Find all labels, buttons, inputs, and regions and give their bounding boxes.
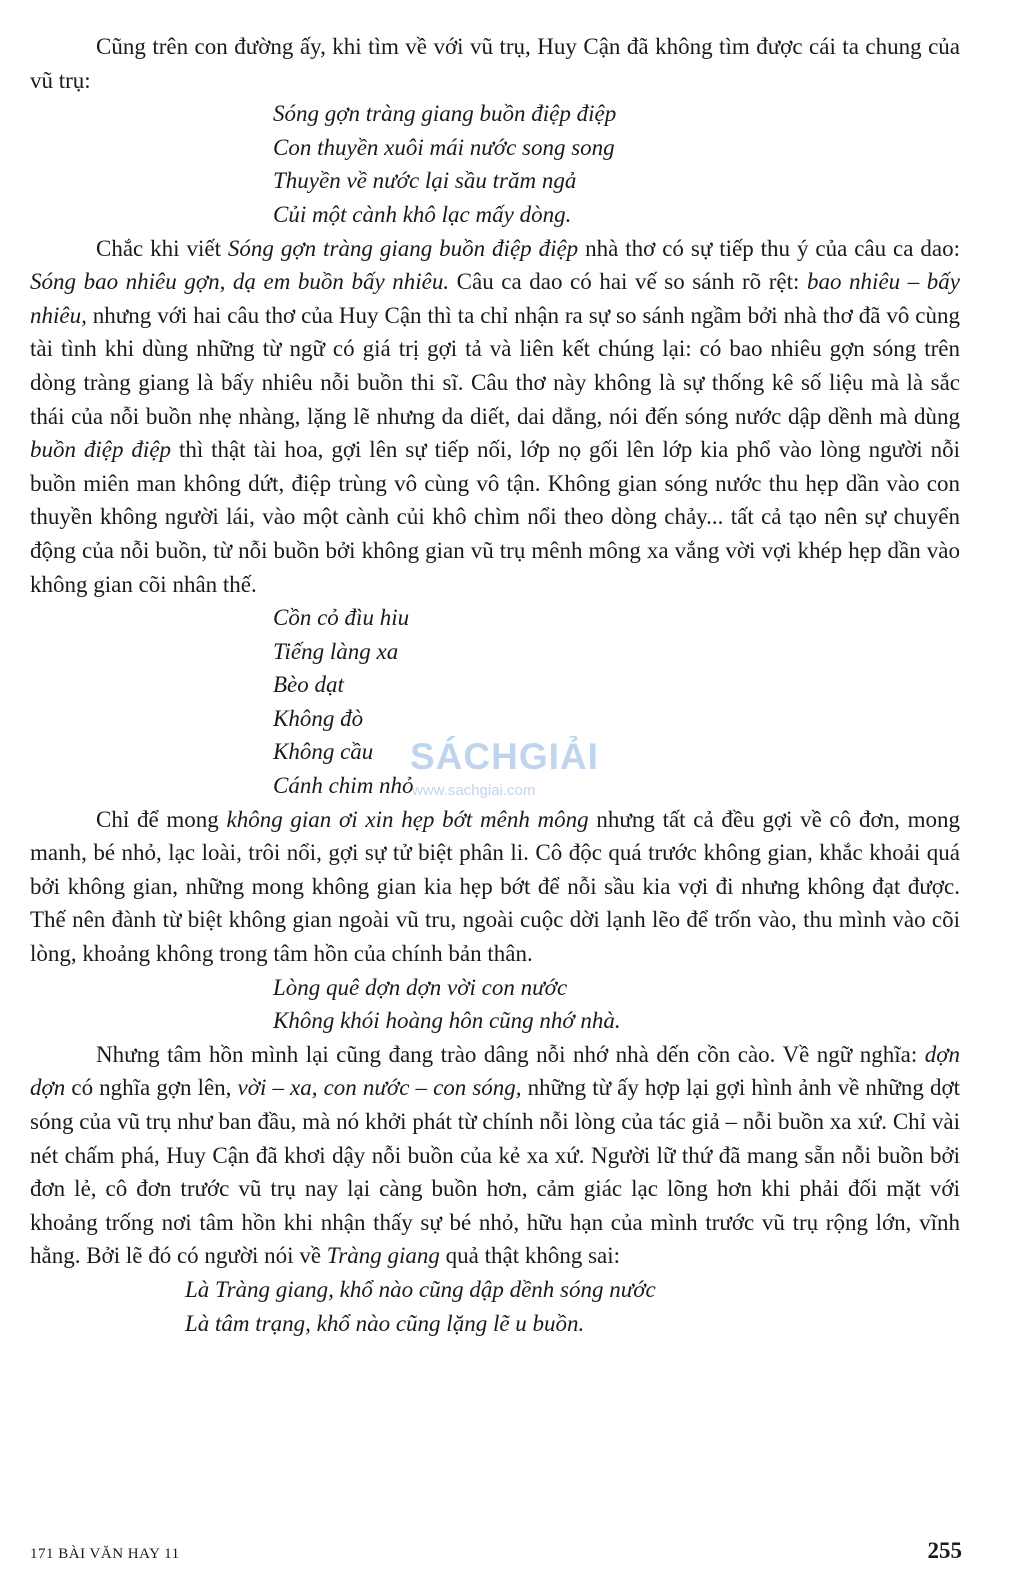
verse-block-4: [30, 1273, 960, 1340]
verse-block-3: [30, 971, 960, 1038]
paragraph-4: [30, 1038, 960, 1273]
paragraph-2: [30, 232, 960, 602]
verse-line: Lòng quê dợn dợn vời con nước: [273, 974, 568, 1000]
verse-line: Tiếng làng xa: [273, 638, 399, 664]
paragraph-1: Cũng trên con đường ấy, khi tìm về với vũ trụ, Huy Cận đã không tìm được cái ta chung của vũ trụ:: [30, 34, 960, 93]
text-run: Nhưng tâm hồn mình lại cũng đang trào dâng nỗi nhớ nhà dến cồn cào. Về ngữ nghĩa:: [96, 1041, 925, 1067]
italic-run: Sóng bao nhiêu gợn, dạ em buồn bấy nhiêu.: [30, 269, 450, 295]
italic-run: dợn dợn: [30, 1041, 960, 1101]
text-run: quả thật không sai:: [439, 1243, 621, 1269]
page-content: [30, 30, 960, 1340]
verse-line: Là tâm trạng, khổ nào cũng lặng lẽ u buồn.: [185, 1310, 585, 1336]
verse-line: Sóng gợn tràng giang buồn điệp điệp: [273, 101, 617, 127]
text-run: Câu ca dao có hai vế so sánh rõ rệt:: [449, 269, 807, 295]
italic-run: Sóng gợn tràng giang buồn điệp điệp: [227, 235, 579, 261]
italic-run: bao nhiêu – bấy nhiêu,: [30, 269, 961, 328]
text-run: những từ ấy hợp lại gợi hình ảnh về những dợt sóng của vũ trụ như ban đầu, mà nó khởi phát từ chính nỗi lòng của tác giả – nỗi buồn xa xứ. Chỉ vài nét chấm phá, Huy Cận đã khơi dậy nỗi buồn của kẻ xa xứ. Người lữ thứ đã mang sẵn nỗi buồn bởi đơn lẻ, cô đơn trước vũ trụ nay lại càng buồn hơn, cảm giác lạc lõng hơn khi phải đối mặt với khoảng trống nơi tâm hồn khi nhận thấy sự bé nhỏ, hữu hạn của mình trước vũ trụ rộng lớn, vĩnh hằng. Bởi lẽ đó có người nói về: [30, 1075, 961, 1269]
text-run: thì thật tài hoa, gợi lên sự tiếp nối, lớp nọ gối lên lớp kia phổ vào lòng người nỗi buồn miên man không dứt, điệp trùng vô cùng vô tận. Không gian sóng nước thu hẹp dần vào con thuyền không người lái, vào một cành củi khô chìm nổi theo dòng chảy... tất cả tạo nên sự chuyển động của nỗi buồn, từ nỗi buồn bởi không gian vũ trụ mênh mông xa vắng vời vợi khép hẹp dần vào không gian cõi nhân thế.: [30, 437, 960, 597]
verse-line: Thuyền về nước lại sầu trăm ngả: [273, 168, 577, 194]
text-run: có nghĩa gợn lên,: [65, 1075, 238, 1101]
verse-line: Không cầu: [273, 739, 374, 765]
verse-line: Bèo dạt: [273, 672, 344, 698]
verse-line: Cánh chim nhỏ: [273, 773, 414, 799]
verse-line: Con thuyền xuôi mái nước song song: [273, 134, 615, 160]
watermark-url: www.sachgiai.com: [412, 782, 536, 799]
verse-block-2: [30, 601, 960, 803]
italic-run: buồn điệp điệp: [30, 437, 172, 463]
verse-line: Là Tràng giang, khổ nào cũng dập dềnh sóng nước: [185, 1276, 656, 1302]
text-run: nhưng với hai câu thơ của Huy Cận thì ta chỉ nhận ra sự so sánh ngầm bởi nhà thơ đã vô cùng tài tình khi dùng những từ ngữ có giá trị gợi tả và liên kết chúng lại: có bao nhiêu gợn sóng trên dòng tràng giang là bấy nhiêu nỗi buồn thi sĩ. Câu thơ này không là sự thống kê số liệu mà là sắc thái của nỗi buồn nhẹ nhàng, lặng lẽ nhưng da diết, dai dẳng, nói đến sóng nước dập dềnh mà dùng: [30, 302, 960, 429]
watermark-logo: SÁCHGIẢI: [410, 736, 599, 777]
book-title: 171 BÀI VĂN HAY 11: [30, 1546, 180, 1562]
text-run: nhà thơ có sự tiếp thu ý của câu ca dao:: [578, 235, 960, 261]
text-run: Chỉ để mong: [96, 806, 227, 832]
verse-line: Không khói hoàng hôn cũng nhớ nhà.: [273, 1008, 621, 1034]
verse-block-1: [30, 97, 960, 231]
verse-line: Củi một cành khô lạc mấy dòng.: [273, 201, 572, 227]
italic-run: không gian ơi xin hẹp bớt mênh mông: [226, 806, 589, 832]
page-number: 255: [927, 1538, 962, 1563]
verse-line: Không đò: [273, 705, 364, 731]
paragraph-3: [30, 803, 960, 971]
verse-line: Cồn cỏ đìu hiu: [273, 605, 410, 631]
italic-run: vời – xa, con nước – con sóng,: [237, 1075, 522, 1101]
text-run: nhưng tất cả đều gợi về cô đơn, mong manh, bé nhỏ, lạc loài, trôi nổi, gợi sự tử biệt phân li. Cô độc quá trước không gian, khắc khoải quá bởi không gian, những mong không gian kia hẹp bớt để nỗi sầu kia vợi đi nhưng không đạt được. Thế nên đành từ biệt không gian ngoài vũ tru, ngoài cuộc dời lạnh lẽo để trốn vào, thu mình vào cõi lòng, khoảng không trong tâm hồn của chính bản thân.: [30, 806, 960, 967]
italic-run: Tràng giang: [326, 1243, 440, 1269]
text-run: Chắc khi viết: [96, 235, 228, 261]
